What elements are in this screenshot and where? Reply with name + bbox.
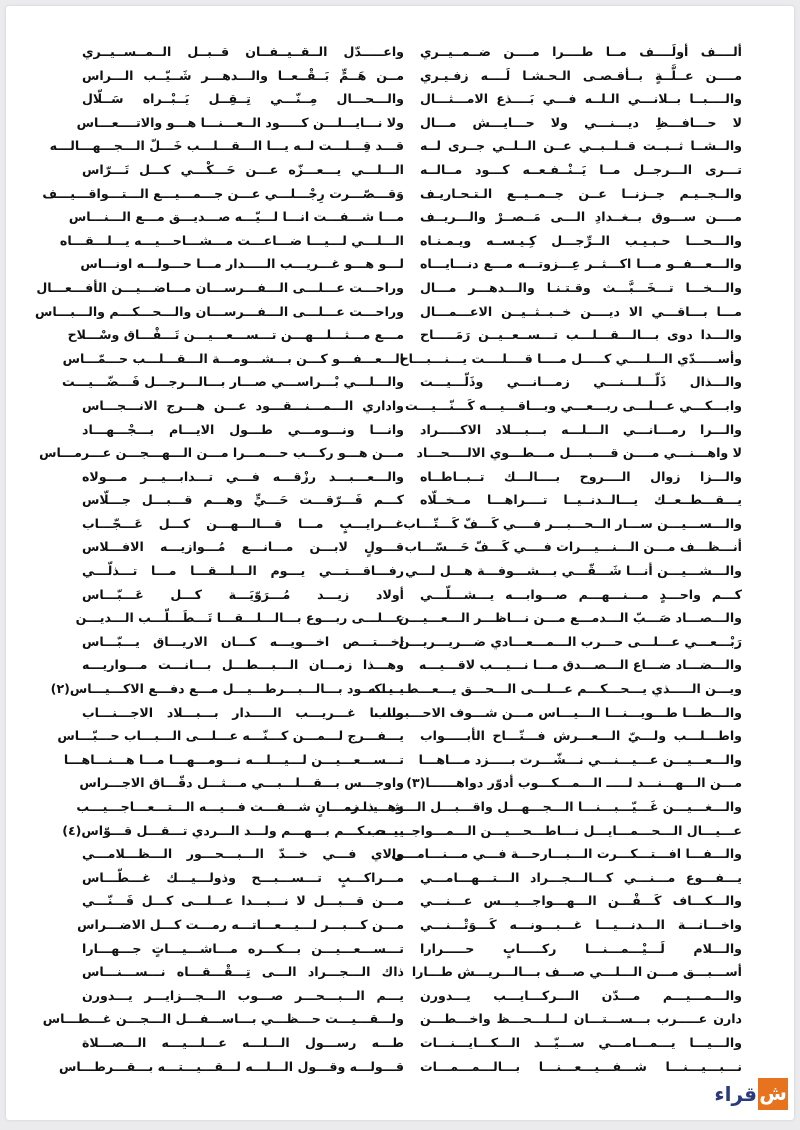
poem-line: يـــاكـــود بـــالـــبـــرطـــيـــل مـــع دفـــع الاكـــيـــاس(٢) [50,681,404,697]
poem-line: رفـــاقـــتـــي يـــوم الـــلـــقـــا مـــا تـــذلّـــي [82,563,404,579]
poem-line: والـــحـــال مِــنّـــي تِــقِــل يَــبْــراه سَــلّال [82,91,404,107]
poem-line: مـــن الـــهـــنـــد لـــــ الـــمـــكـــوب أدوّر دواهــــــا(٣) [406,775,742,791]
poem-line: والـــلام لَـــيْـــمـــنـــا ركـــــابٍ حـــــرارا [420,940,742,956]
poem-line: يـــم الـــبـــحـــر صـــوب الـــجـــزايـــر يـــدورن [82,987,404,1003]
poem-line: الـــلـــي لـــيـــا ضـــاعـــت مـــشـــاحـــيـــه يـــلـــقـــاه [59,232,404,248]
poem-line: الـــلـــي يـــعـــزّه عـــن حَـــكْـــي كـــل تَـــرّاس [82,161,404,177]
poem-column-right [346,40,742,1078]
poem-line: أنـــظـــف مـــن الـــنـــيـــرات فــــي كَـــفّ حَـــسّـــاب [404,539,742,555]
logo-letter-box: ش [758,1078,788,1110]
poem-line: اخـــتـــص اخـــويـــه كـــان الاريـــاق يـــبّـــاس [82,633,404,649]
poem-line: كـــم واحـــدٍ مـــنـــهـــم صـــوابـــه يـــشـــلّـــي [420,586,742,602]
poem-line: والــشــا ثــبــت قــلــبــي عــن الــلــي جــرى لــه [420,138,742,154]
watermark-logo [714,1078,788,1110]
document-page [6,6,794,1120]
poem-line: رَبْـــعـــي عـــلـــى حـــرب الـــمـــعـــادي ضـــريـــريـــن [398,633,742,649]
poem-line: والـــصـــاد صَـــبّ الـــدمـــع مـــن نـــاظـــر الـــعـــيـــن [398,610,742,626]
poem-line: دارن عـــــرب بـــســـتـــان لـــلـــحـــظ واخـــطـــن [420,1011,742,1027]
poem-line: واداري الـــمـــنـــقـــود عـــن هـــرج الانـــجـــاس [82,397,404,413]
poem-line: قـــولٍ لابـــن مـــانـــع مُـــوازيـــه الافـــلاس [82,539,404,555]
poem-line: ولـــقـــيـــت حـــظـــي بـــاســـفـــل الـــجـــن غـــطـــاس [42,1011,404,1027]
poem-line: واخـــانـــة الـــدنـــيـــا غـــبـــونـــه كَـــوَتْـــنـــي [420,916,742,932]
poem-line: وانـــا غـــريـــب الـــــدار بـــبـــلاد الاجـــنـــاب [82,704,404,720]
poem-line: وانـــا ونـــومـــي طـــول الايـــام بـــجْـــهـــاد [82,421,404,437]
poem-line: مـــن هـــو ركـــب حـــمـــرا مـــن الـــهـــجـــن عـــرمـــاس [39,445,404,461]
poem-line: والــــبــا بــلانـــي الـلــه فـــي بَــــذع الامـــثـــال [420,91,742,107]
poem-line: كـــم فَـــرّقـــت حَـــيٍّ وهـــم قـــبـــل جـــلّاس [82,492,404,508]
poem-line: واطـــلـــب ولـــيّ الـــعـــرش فـــتّـــاح الأبـــــواب [420,728,742,744]
poem-line: طـــه رســـول الـــلـــه عـــلـــيـــه الـــصـــلاة [82,1034,404,1050]
poem-line: وراحـــت عـــلـــى الـــفـــرســـان والـــحـــكـــم والـــبـــاس [35,303,404,319]
poem-line: والـــضـــاد ضـــاع الـــصـــدق مـــا نـــيـــب لاقـــيـــه [418,657,742,673]
poem-line: أســـبـــق مـــن الـــلـــي صـــف بـــالـــريـــش طـــارا [411,964,742,980]
poem-line: ولا نـــايـــلـــن كـــــود الــعـــنـــا هـــو والاتــــعـــاس [76,114,404,130]
poem-line: مـــن قـــبـــل لا نـــبـــدا عـــلـــى كـــل فَـــنّـــي [82,893,404,909]
poem-line: واعـــــدّل الــقــيــفــان قــبــل الــمــســيــري [82,44,404,59]
poem-line: والـــســـيـــن ســـار الــحـــبـــر فــــي كَـــفّ كَـــتّـــاب [403,515,742,531]
poem-line: ألــــف أولَــــف مــا طــــرا مــــن ضــمــيــري [420,44,742,59]
poem-line: والـــرا رمـــانـــي الـــلـــه بـــبـــلاد الاكـــــراد [420,421,742,437]
poem-line: عـــيـــال الـــحـــمـــايـــل نـــاطـــحـــيـــن الـــمـــواجـــيـــب [367,822,742,838]
poem-line: غـــرايـــبٍ مـــا قـــالـــهـــن كـــل عَـــجّـــاب [82,515,404,531]
poem-line: والـــشـــيـــن أنـــا شَـــقّـــي بـــشـــوفـــة هـــل لـــي [405,563,742,579]
poem-line: ذاك الـــجـــراد الـــى تِـــقْـــقـــاه نـــســـنـــاس [82,964,404,980]
poem-line: تـــرى الـــرجــل مــا يَــنْــفـعــه كـــود مــالــه [420,161,742,177]
poem-line: والـــمـــيـــم مـــدّن الـــركـــايـــب يـــدورن [420,987,742,1003]
poem-line: والـــحـــا حـبـيـب الــرِّجـــل كِـيـســه ويـمـنـاه [420,232,742,248]
poem-line: مــن هَــمٍّ بَــقْــعــا والـــدهـــر شَــيّــب الـــراس [82,67,404,83]
poem-line: والـــيـــا يـــمـــامـــي ســـيّـــد الـــكـــايـــنـــات [420,1034,742,1050]
poem-line: مــــن عــلَّــةٍ بــأقـصـى الـحـشـا لَــــه زفـيـري [420,67,742,83]
poem-line: مـــراكـــبٍ تـــســـبـــح وذولـــيـــك غـــطّـــاس [82,869,404,885]
poem-line: أولاد زيـــد مُـــرَوّيَـــة كـــل عَـــبّـــاس [82,586,404,602]
poem-line: يـــفـــوع مـــنـــي كـــالـــجـــراد الـــتـــهـــامـــي [420,869,742,885]
poem-line: وهـــذا زمـــانٍ شـــفـــت فـــيـــه الـــتـــعـــاجـــيـــب [76,799,404,814]
poem-line: تـــســـعـــيـــن بـــكـــره مـــاشـــيـــاتٍ جـــهـــارا [82,940,404,956]
poem-line: لا حـــافـــظِ ديـــنـــي ولا حـــايـــش مـــال [420,114,742,130]
poem-line: وهـــذا زمـــان الـــبـــطـــل بـــانـــت مـــواريـــه [82,657,404,673]
poem-line: والـــلـــي بْـــراســـي صـــار بـــالـــرجـــل فَـــضّـــيـــت [62,374,404,390]
poem-line: مـــن كـــبـــر لـــيـــعـــاتـــه رمـــت كـــل الاضـــراس [77,916,404,932]
poem-line: وأســـــدّي الـــلــــي كـــــل مــــا قــــلــــت يـــنـــبـــاح [399,350,742,366]
poem-line: مـــا بـــاقـــي الا ديــــن خــبــثــيــن الاعـــمـــال [420,303,742,319]
poem-line: والـــغـــيـــن غَـــيّـــبـــنـــا الـــجـــهـــل واقـــبـــل الـــشـــيـــب [346,799,742,814]
poem-line: والــجــيـم جــزنــا عــن جــمــيــع الـتـحـاريـف [420,185,742,201]
poem-line: قـــولـــه وقـــول الـــلـــه لـــقـــيـــتـــه بـــقـــرطـــاس [58,1058,404,1074]
poem-line: يـــفـــرج لـــمـــن كـــنّـــه عـــلـــى الـــبـــاب حـــبّـــاس [57,728,404,744]
poem-line: ويـــن الـــــذي يـــحـــكـــم عـــلـــى الـــحـــق يـــعـــطـــيـــه [367,681,742,697]
poem-line: يـــحـــكـــم بـــهـــم ولـــد الـــردي تـــقـــل قـــوّاس(٤) [62,822,404,838]
poem-line: والـــعـــفــو مـــا اكـــثــر عِـــزوتـــه مـــع دنـــايـــاه [420,256,742,272]
poem-line: لا واهـــنـــي مــــن قــــبــــل مـــطـــوي الالــــحـــاد [416,445,742,461]
poem-line: والـــخـــا تـــخَـــبَّـــث وقـتـنـا والـــدهـــر مـــال [420,279,742,295]
poem-line: والـــذال ذَلّـــلـــنـــي زمـــانـــي وذَلّـــيـــت [420,374,742,390]
poem-line: وراحـــت عـــلـــى الـــفـــرســـان مـــاضـــيـــن الأفـــعـــال [36,279,404,295]
poem-columns [35,40,742,1078]
poem-line: واوجـــس بـــقـــلـــبـــي مـــثـــل دقّـــاق الاجـــراس [79,775,404,791]
poem-line: والـــعـــبـــد رزْقـــه فـــي تـــدابـــيـــر مـــولاه [82,468,404,484]
poem-column-left [35,40,404,1078]
poem-line: لـــو هـــو غـــريـــب الـــــدار مـــا حـــولـــه اونـــاس [80,256,404,272]
poem-line: والاي فـــي خـــدّ الـــبـــحـــور الـــظـــلامـــي [82,846,404,862]
poem-line: قـــد قِـــلـــت لــه يـــا الـــقـــلـــب خَـــلّ الـــجـــهـــالـــه [49,138,404,154]
poem-line: والـــكـــاف كَـــفْـــن الـــهـــواجـــيـــس عـــنـــي [420,893,742,909]
poem-line: والـــفـــا افـــتـــكـــرت الـــبـــارحـــة فـــي مـــنـــامـــي [391,846,742,862]
poem-line: والـــزا زوال الــــروح بــــالـــك تــبــاطــاه [420,468,742,484]
poem-line: والـــعـــيـــن عـــيـــنـــي نـــشّـــرت بـــــزد مـــاهـــا [418,751,742,767]
poem-line: عـــلـــى ربـــوع بـــالـــلـــقـــا تَـــطَـــلّـــب الـــديـــن [75,610,404,626]
poem-line: نـــبـــيـــنـــا شـــفـــيـــعـــنـــا بـــالـــمـــمـــات [420,1058,742,1074]
logo-text: قراء [714,1082,757,1106]
poem-line: والـــدا دوى بـــالـــقـــلـــب تـــســعــيــن رَمَـــــاح [420,327,742,343]
poem-line: تـــســـعـــيـــن لـــيـــلـــه نـــومـــهـــا مـــا هـــنـــاهـــا [63,751,404,767]
poem-line: مــــن ســـوق بــغــدادِ الـــى مَــصــرْ والـــريــف [420,209,742,225]
poem-line: الـــعـــفـــو كـــن بـــشـــومـــة الـــقـــلـــب حـــمّـــاس [62,350,404,366]
poem-line: مـــع مـــثـــلـــهـــن تـــســـعـــيـــن تَـــفْـــاق وسْـــلاح [67,327,404,343]
poem-line: والـــطـــا طـــويـــنـــا الـــيـــاس مـــن شـــوف الاحـــبـــاب [374,704,742,720]
poem-line: مـــا شـــفـــت انـــا لـــيّـــه صـــديـــق مـــع الـــنـــاس [68,209,404,225]
poem-line: وابـــكـــي عـــلـــى ربـــعـــي وبـــاقـــيـــه كَـــنّـــيـــت [405,397,742,413]
poem-line: يـــقـــطــعــك يـــالــدنــيــا تــــراهـــا مــخــلّاه [420,492,742,508]
poem-line: وَقـــصّـــرت رِجْـــلـــي عـــن جـــمـــيـــع الـــتـــواقـــيـــف [42,185,404,201]
